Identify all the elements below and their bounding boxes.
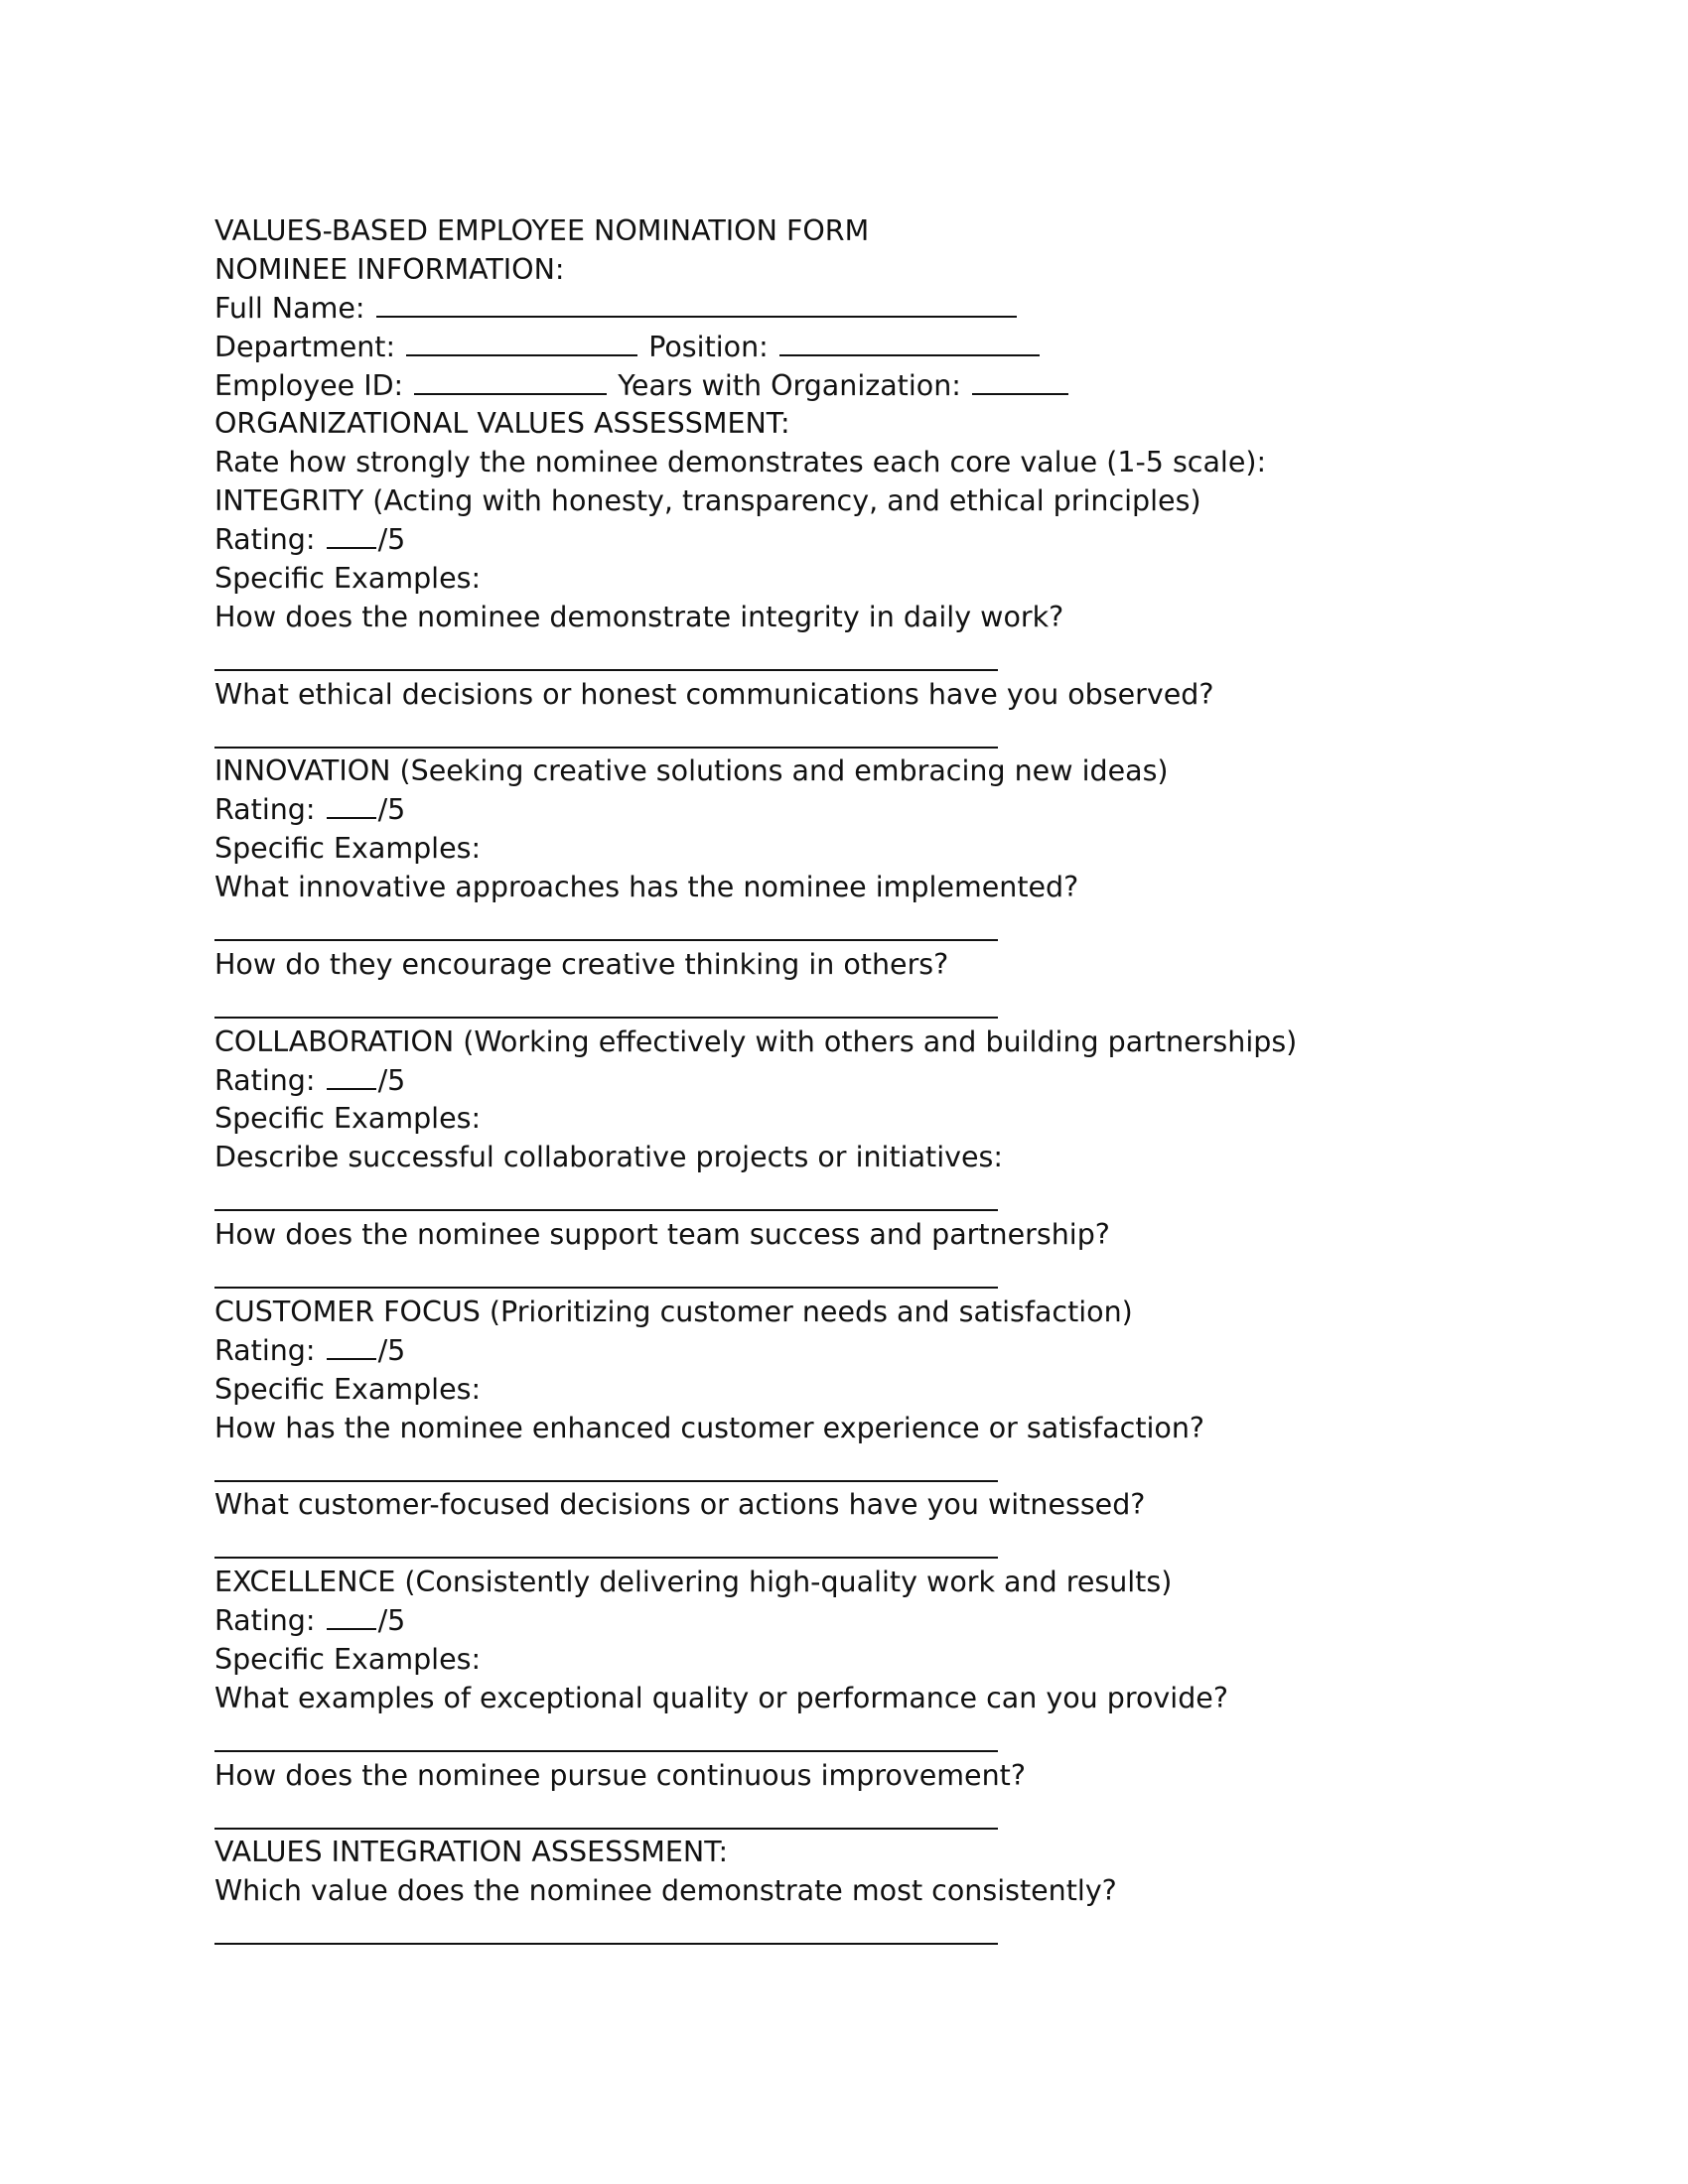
question-excellence-1: What examples of exceptional quality or performance can you provide? bbox=[214, 1681, 1228, 1714]
integration-question: Which value does the nominee demonstrate most consistently? bbox=[214, 1874, 1117, 1908]
value-heading-collaboration: COLLABORATION (Working effectively with others and building partnerships) bbox=[214, 1024, 1298, 1058]
years-field[interactable] bbox=[972, 369, 1068, 395]
examples-label-collaboration: Specific Examples: bbox=[214, 1102, 482, 1136]
examples-label-integrity: Specific Examples: bbox=[214, 562, 482, 596]
years-label: Years with Organization: bbox=[618, 368, 961, 402]
department-label: Department: bbox=[214, 330, 396, 363]
employee-id-field[interactable] bbox=[414, 369, 607, 395]
employee-id-years-row bbox=[214, 367, 1505, 406]
assessment-instructions: Rate how strongly the nominee demonstrates each core value (1-5 scale): bbox=[214, 446, 1267, 479]
rating-field-integrity[interactable] bbox=[327, 523, 376, 549]
value-heading-integrity: INTEGRITY (Acting with honesty, transparency, and ethical principles) bbox=[214, 484, 1201, 518]
answer-line-integration[interactable] bbox=[214, 1911, 1505, 1950]
question-excellence-2: How does the nominee pursue continuous improvement? bbox=[214, 1758, 1026, 1792]
question-integrity-1: How does the nominee demonstrate integrity in daily work? bbox=[214, 600, 1064, 633]
rating-label: Rating: bbox=[214, 793, 316, 827]
answer-line-innovation-2[interactable] bbox=[214, 985, 1505, 1024]
rating-row-excellence bbox=[214, 1602, 1505, 1641]
rating-row-customer-focus bbox=[214, 1332, 1505, 1371]
examples-label-innovation: Specific Examples: bbox=[214, 832, 482, 866]
full-name-label: Full Name: bbox=[214, 291, 365, 325]
full-name-row bbox=[214, 290, 1505, 329]
rating-suffix: /5 bbox=[377, 1063, 406, 1097]
rating-field-excellence[interactable] bbox=[327, 1604, 376, 1630]
question-collaboration-2: How does the nominee support team success and partnership? bbox=[214, 1218, 1110, 1252]
value-heading-excellence: EXCELLENCE (Consistently delivering high-quality work and results) bbox=[214, 1566, 1173, 1599]
question-customer-focus-2: What customer-focused decisions or actions have you witnessed? bbox=[214, 1488, 1146, 1522]
examples-label-excellence: Specific Examples: bbox=[214, 1642, 482, 1676]
answer-line-collaboration-1[interactable] bbox=[214, 1177, 1505, 1216]
question-customer-focus-1: How has the nominee enhanced customer experience or satisfaction? bbox=[214, 1411, 1205, 1444]
department-field[interactable] bbox=[406, 331, 637, 356]
answer-line-customer-focus-1[interactable] bbox=[214, 1448, 1505, 1487]
employee-id-label: Employee ID: bbox=[214, 368, 404, 402]
nominee-section-heading: NOMINEE INFORMATION: bbox=[214, 252, 565, 286]
rating-row-innovation bbox=[214, 791, 1505, 830]
answer-line-integrity-2[interactable] bbox=[214, 715, 1505, 753]
rating-field-customer-focus[interactable] bbox=[327, 1334, 376, 1360]
position-field[interactable] bbox=[779, 331, 1040, 356]
rating-suffix: /5 bbox=[377, 1604, 406, 1638]
rating-label: Rating: bbox=[214, 523, 316, 557]
question-innovation-2: How do they encourage creative thinking in others? bbox=[214, 947, 949, 981]
question-collaboration-1: Describe successful collaborative projects or initiatives: bbox=[214, 1141, 1003, 1174]
position-label: Position: bbox=[648, 330, 769, 363]
form-body bbox=[214, 212, 1505, 1950]
form-title: VALUES-BASED EMPLOYEE NOMINATION FORM bbox=[214, 214, 870, 247]
question-innovation-1: What innovative approaches has the nominee implemented? bbox=[214, 871, 1079, 904]
answer-line-integrity-1[interactable] bbox=[214, 637, 1505, 676]
rating-suffix: /5 bbox=[377, 793, 406, 827]
question-integrity-2: What ethical decisions or honest communications have you observed? bbox=[214, 677, 1214, 711]
rating-suffix: /5 bbox=[377, 1333, 406, 1367]
rating-suffix: /5 bbox=[377, 523, 406, 557]
answer-line-excellence-1[interactable] bbox=[214, 1718, 1505, 1757]
answer-line-excellence-2[interactable] bbox=[214, 1796, 1505, 1835]
examples-label-customer-focus: Specific Examples: bbox=[214, 1372, 482, 1406]
rating-field-collaboration[interactable] bbox=[327, 1064, 376, 1090]
rating-label: Rating: bbox=[214, 1333, 316, 1367]
value-heading-customer-focus: CUSTOMER FOCUS (Prioritizing customer needs and satisfaction) bbox=[214, 1295, 1133, 1328]
answer-line-collaboration-2[interactable] bbox=[214, 1255, 1505, 1294]
rating-label: Rating: bbox=[214, 1604, 316, 1638]
answer-line-customer-focus-2[interactable] bbox=[214, 1525, 1505, 1564]
rating-row-collaboration bbox=[214, 1062, 1505, 1101]
value-heading-innovation: INNOVATION (Seeking creative solutions and embracing new ideas) bbox=[214, 754, 1169, 788]
assessment-section-heading: ORGANIZATIONAL VALUES ASSESSMENT: bbox=[214, 407, 790, 441]
answer-line-innovation-1[interactable] bbox=[214, 907, 1505, 946]
integration-section-heading: VALUES INTEGRATION ASSESSMENT: bbox=[214, 1836, 729, 1869]
rating-label: Rating: bbox=[214, 1063, 316, 1097]
department-position-row bbox=[214, 329, 1505, 367]
rating-field-innovation[interactable] bbox=[327, 793, 376, 819]
full-name-field[interactable] bbox=[376, 292, 1017, 318]
rating-row-integrity bbox=[214, 521, 1505, 560]
